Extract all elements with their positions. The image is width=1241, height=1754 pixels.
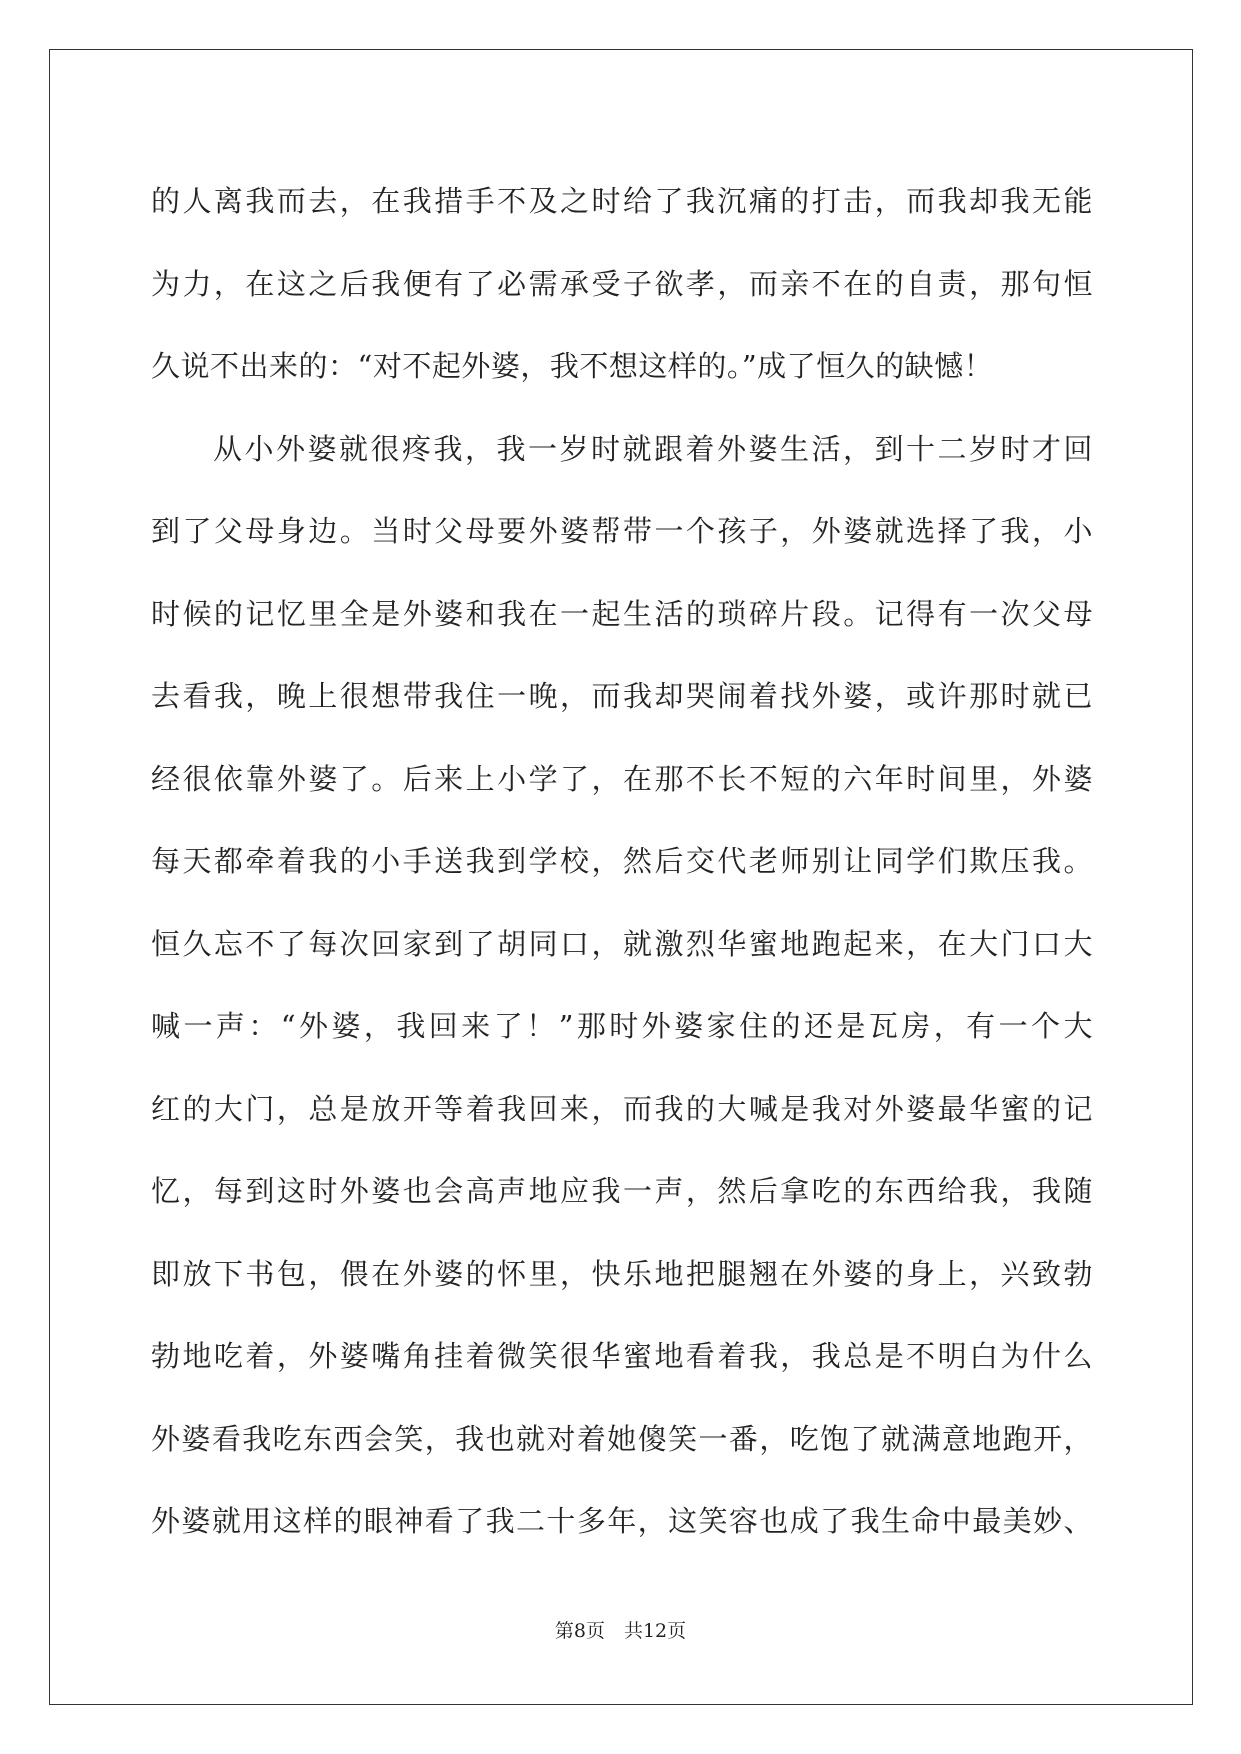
text-line: 恒久忘不了每次回家到了胡同口，就激烈华蜜地跑起来，在大门口大: [151, 926, 1093, 961]
text-line: 的人离我而去，在我措手不及之时给了我沉痛的打击，而我却我无能: [151, 184, 1093, 218]
text-line: 红的大门，总是放开等着我回来，而我的大喊是我对外婆最华蜜的记: [151, 1091, 1093, 1126]
body-text: [151, 160, 1093, 1563]
text-line: 外婆就用这样的眼神看了我二十多年，这笑容也成了我生命中最美妙、: [151, 1504, 1093, 1538]
paragraph-first-line: 从小外婆就很疼我，我一岁时就跟着外婆生活，到十二岁时才回: [213, 431, 1093, 466]
text-line: 到了父母身边。当时父母要外婆帮带一个孩子，外婆就选择了我，小: [151, 514, 1093, 548]
text-line: 去看我，晚上很想带我住一晚，而我却哭闹着找外婆，或许那时就已: [151, 679, 1093, 713]
text-line: 久说不出来的：“对不起外婆，我不想这样的。”成了恒久的缺憾！: [151, 349, 994, 383]
text-line: 即放下书包，偎在外婆的怀里，快乐地把腿翘在外婆的身上，兴致勃: [151, 1256, 1093, 1291]
text-line: 忆，每到这时外婆也会高声地应我一声，然后拿吃的东西给我，我随: [151, 1174, 1093, 1208]
text-line: 喊一声：“外婆，我回来了！”那时外婆家住的还是瓦房，有一个大: [151, 1009, 1093, 1043]
text-line: 每天都牵着我的小手送我到学校，然后交代老师别让同学们欺压我。: [151, 844, 1093, 878]
text-line: 勃地吃着，外婆嘴角挂着微笑很华蜜地看着我，我总是不明白为什么: [151, 1339, 1093, 1373]
text-line: 外婆看我吃东西会笑，我也就对着她傻笑一番，吃饱了就满意地跑开，: [151, 1421, 1093, 1456]
text-line: 时候的记忆里全是外婆和我在一起生活的琐碎片段。记得有一次父母: [151, 596, 1093, 631]
page-number-footer: 第8页 共12页: [554, 1620, 687, 1642]
text-line: 为力，在这之后我便有了必需承受子欲孝，而亲不在的自责，那句恒: [151, 266, 1093, 301]
text-line: 经很依靠外婆了。后来上小学了，在那不长不短的六年时间里，外婆: [151, 761, 1093, 796]
